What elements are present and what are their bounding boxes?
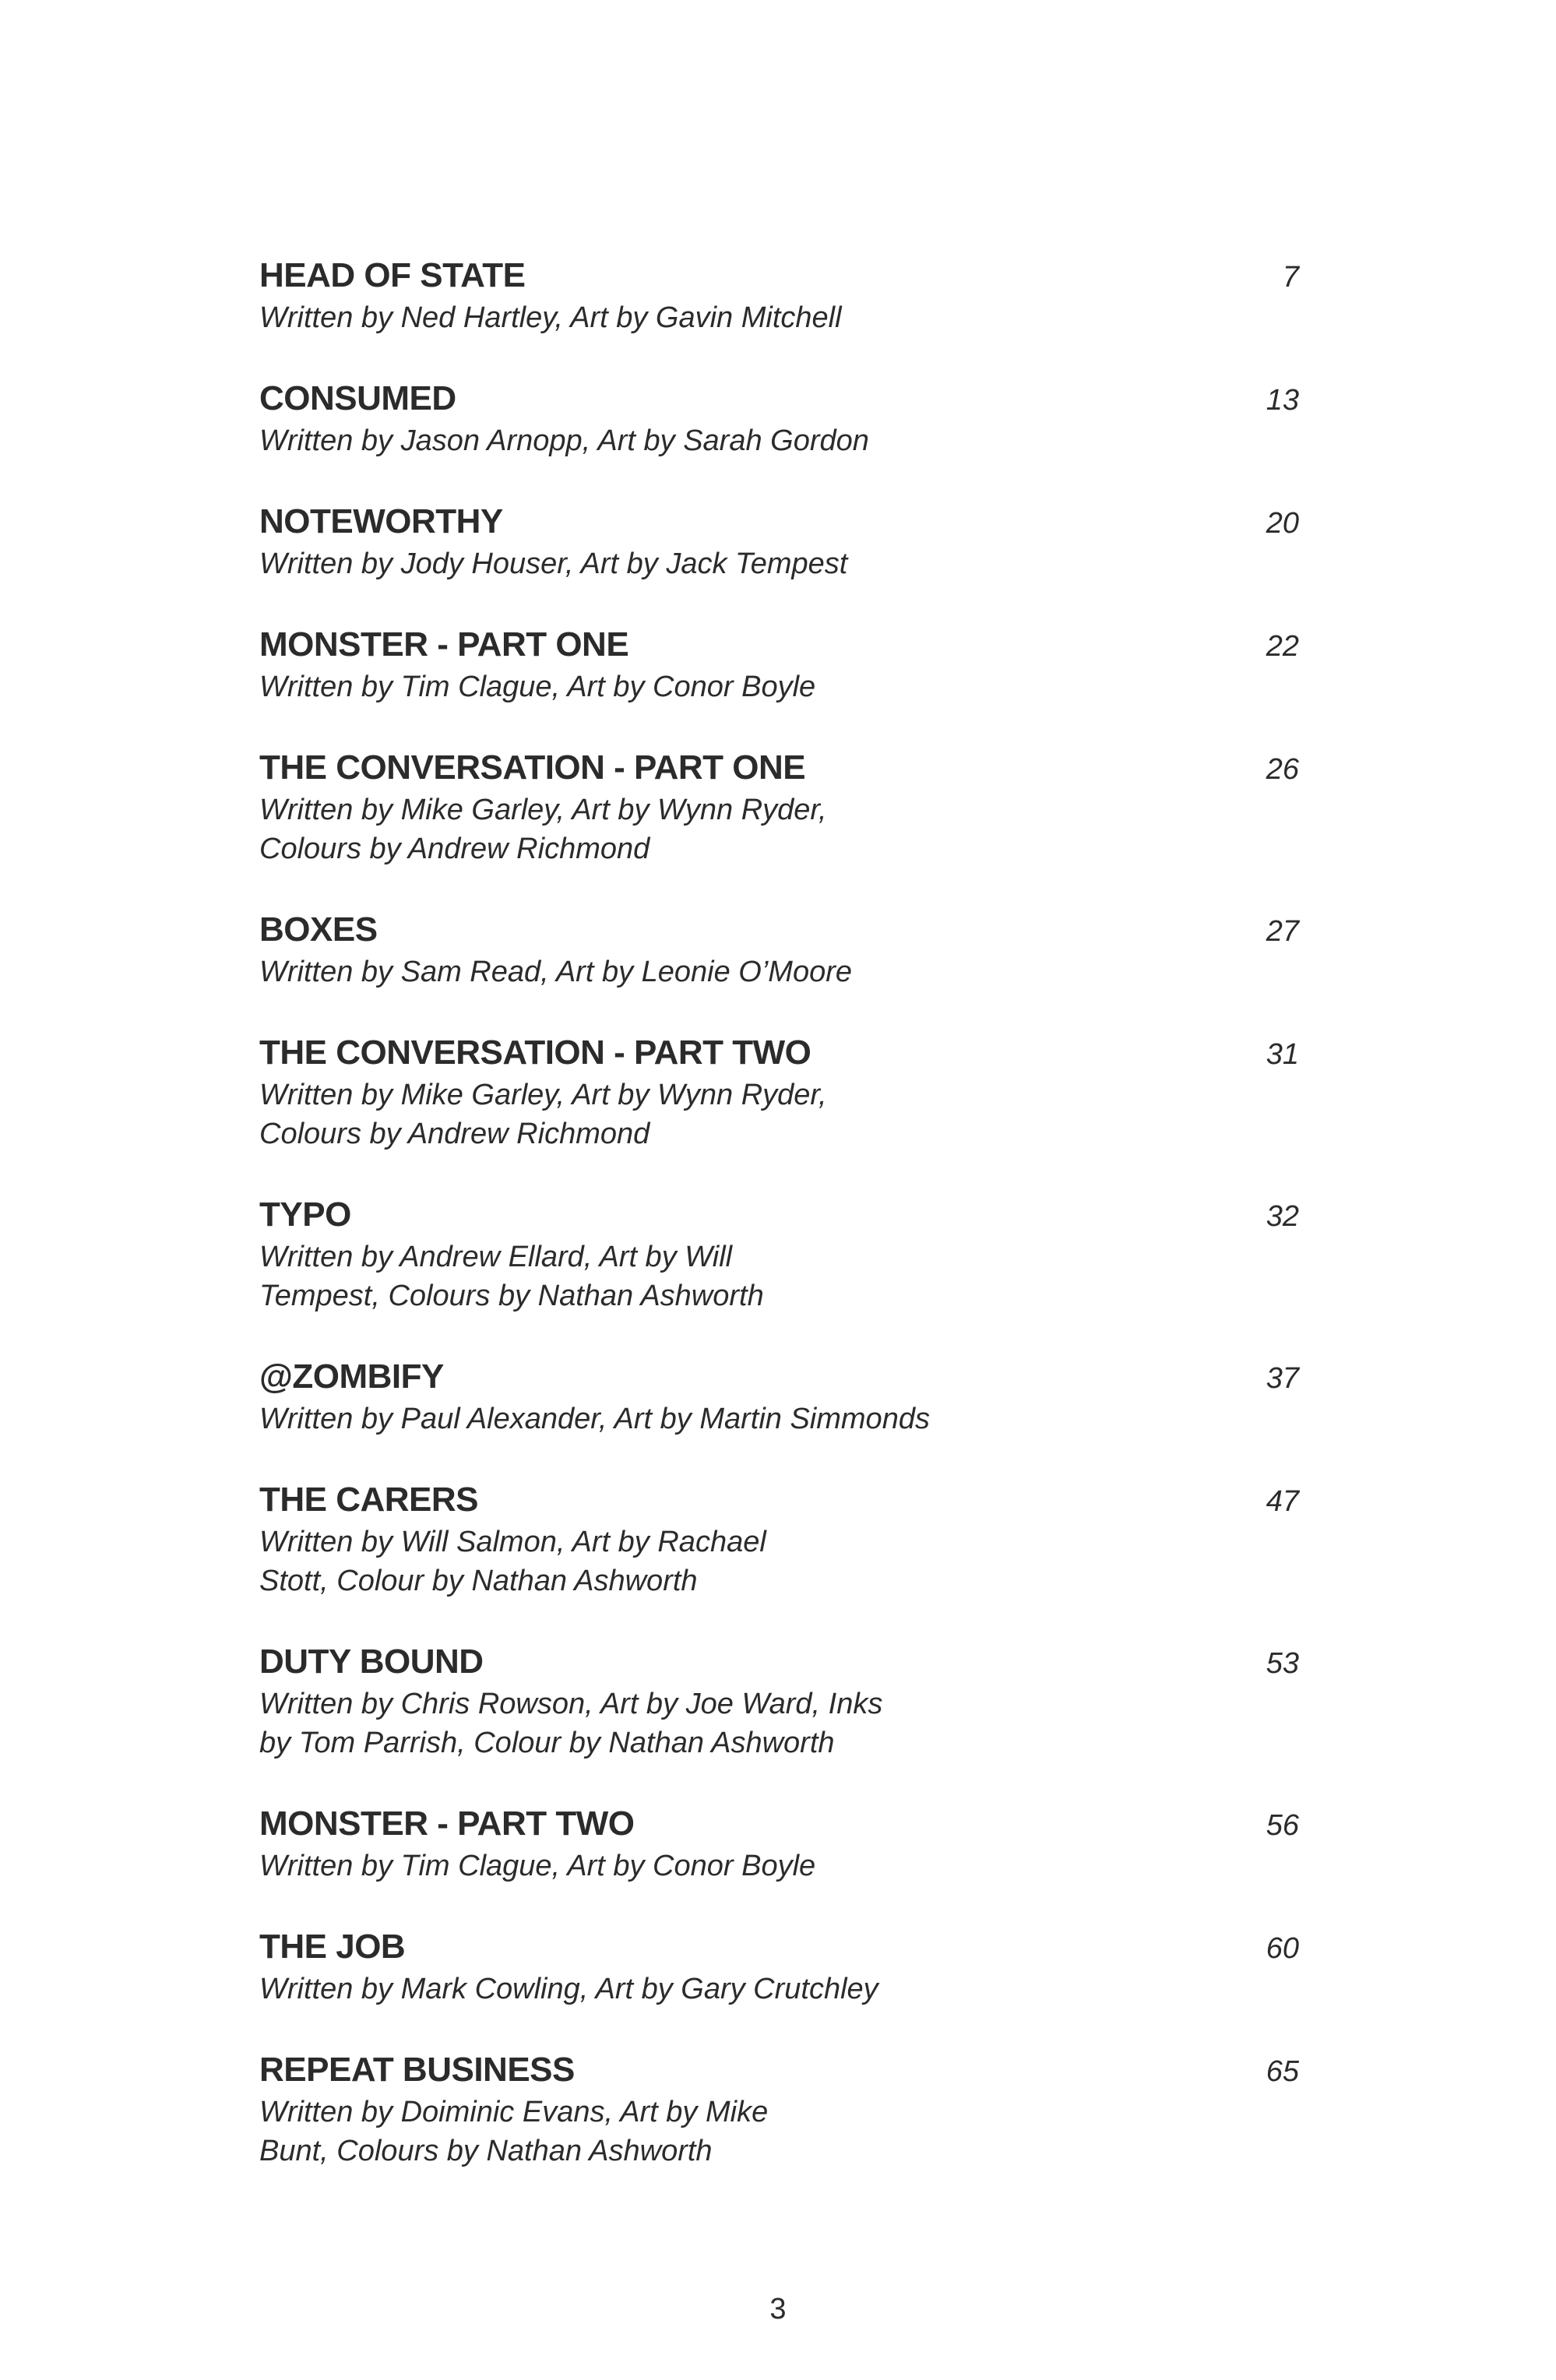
story-credits: Written by Chris Rowson, Art by Joe Ward, Inks: [259, 1688, 883, 1720]
story-credits: Written by Jody Houser, Art by Jack Tempest: [259, 547, 848, 580]
story-title: THE CONVERSATION - PART TWO: [259, 1033, 811, 1072]
page-number: 20: [1266, 507, 1299, 540]
story-credits: Written by Will Salmon, Art by Rachael: [259, 1526, 766, 1558]
page-number: 53: [1266, 1647, 1299, 1680]
toc-entry[interactable]: [259, 1030, 1299, 1153]
story-title: MONSTER - PART ONE: [259, 625, 629, 664]
toc-entry[interactable]: [259, 907, 1299, 991]
story-title: TYPO: [259, 1195, 351, 1234]
toc-entry[interactable]: [259, 253, 1299, 337]
toc-entry[interactable]: [259, 2047, 1299, 2171]
story-credits: Bunt, Colours by Nathan Ashworth: [259, 2135, 713, 2167]
story-title: THE CONVERSATION - PART ONE: [259, 748, 806, 787]
page-number: 7: [1282, 261, 1299, 294]
story-title: CONSUMED: [259, 379, 456, 417]
toc-entry[interactable]: [259, 1801, 1299, 1885]
story-credits: Stott, Colour by Nathan Ashworth: [259, 1565, 698, 1597]
page-number: 47: [1266, 1485, 1299, 1518]
story-credits: Written by Mike Garley, Art by Wynn Ryder,: [259, 794, 827, 826]
toc-entry[interactable]: [259, 499, 1299, 583]
story-credits: Written by Mike Garley, Art by Wynn Ryder,: [259, 1079, 827, 1111]
page-number: 27: [1266, 915, 1299, 948]
page-number: 26: [1266, 753, 1299, 786]
table-of-contents: [259, 253, 1299, 2209]
story-credits: Written by Doiminic Evans, Art by Mike: [259, 2096, 769, 2128]
page-number: 32: [1266, 1200, 1299, 1233]
story-credits: Written by Paul Alexander, Art by Martin Simmonds: [259, 1403, 930, 1435]
story-credits: Written by Mark Cowling, Art by Gary Crutchley: [259, 1973, 878, 2005]
toc-entry[interactable]: [259, 1639, 1299, 1762]
page-number: 13: [1266, 384, 1299, 417]
page-number: 65: [1266, 2055, 1299, 2088]
page-folio: 3: [769, 2293, 787, 2325]
story-credits: Written by Jason Arnopp, Art by Sarah Gordon: [259, 424, 869, 457]
story-credits: Written by Ned Hartley, Art by Gavin Mitchell: [259, 301, 842, 334]
story-credits: Colours by Andrew Richmond: [259, 1118, 650, 1150]
story-title: BOXES: [259, 910, 378, 949]
toc-entry[interactable]: [259, 1924, 1299, 2009]
story-credits: Colours by Andrew Richmond: [259, 833, 650, 865]
story-credits: Tempest, Colours by Nathan Ashworth: [259, 1280, 764, 1312]
toc-entry[interactable]: [259, 1354, 1299, 1438]
story-title: HEAD OF STATE: [259, 256, 526, 294]
story-credits: Written by Tim Clague, Art by Conor Boyle: [259, 1850, 816, 1882]
page-number: 60: [1266, 1932, 1299, 1965]
story-title: REPEAT BUSINESS: [259, 2051, 575, 2089]
toc-entry[interactable]: [259, 745, 1299, 868]
story-title: NOTEWORTHY: [259, 502, 503, 540]
story-credits: Written by Sam Read, Art by Leonie O’Moore: [259, 956, 853, 988]
toc-entry[interactable]: [259, 1477, 1299, 1600]
story-credits: by Tom Parrish, Colour by Nathan Ashworth: [259, 1727, 835, 1759]
story-credits: Written by Tim Clague, Art by Conor Boyle: [259, 671, 816, 703]
story-credits: Written by Andrew Ellard, Art by Will: [259, 1241, 733, 1273]
page-number: 56: [1266, 1809, 1299, 1842]
story-title: MONSTER - PART TWO: [259, 1804, 635, 1843]
story-title: DUTY BOUND: [259, 1642, 484, 1681]
page-number: 31: [1266, 1038, 1299, 1071]
page-number: 37: [1266, 1362, 1299, 1395]
page-number: 22: [1266, 630, 1299, 663]
story-title: @ZOMBIFY: [259, 1357, 444, 1396]
story-title: THE JOB: [259, 1928, 406, 1966]
story-title: THE CARERS: [259, 1480, 479, 1519]
toc-entry[interactable]: [259, 1192, 1299, 1315]
toc-entry[interactable]: [259, 376, 1299, 460]
toc-entry[interactable]: [259, 622, 1299, 706]
